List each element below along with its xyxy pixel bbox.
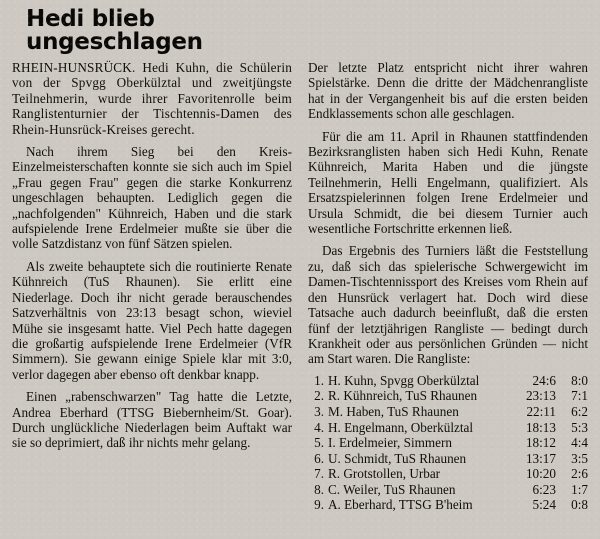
rank-position: 1. [314, 372, 324, 388]
rank-points: 6:2 [571, 403, 588, 419]
rank-position: 8. [314, 481, 324, 497]
rank-points: 1:7 [571, 481, 588, 497]
rank-sets: 5:24 [532, 497, 556, 513]
paragraph: Das Ergebnis des Turniers läßt die Feststellung zu, daß sich das spielerische Schwergewicht im Damen-Tischtennissport des Kreises vom Rhein auf den Hunsrück verlagert hat. Doch wird diese Tatsache auch dadurch beeinflußt, daß die ersten fünf der letztjährigen Rangliste — bedingt durch Krankheit oder aus persönlichen Gründen — nicht am Start waren. Die Rangliste: [308, 243, 588, 367]
rank-position: 4. [314, 419, 324, 435]
list-item [308, 435, 588, 451]
list-item [308, 420, 588, 436]
rank-sets: 22:11 [526, 403, 556, 419]
rank-sets: 24:6 [532, 372, 556, 388]
rank-name: A. Eberhard, TTSG B'heim [328, 497, 473, 513]
rank-position: 2. [314, 388, 324, 404]
rank-points: 3:5 [571, 450, 588, 466]
list-item [308, 404, 588, 420]
rank-position: 9. [314, 497, 324, 513]
rank-sets: 18:13 [525, 419, 556, 435]
rank-name: M. Haben, TuS Rhaunen [328, 403, 459, 419]
page-title: Hedi blieb ungeschlagen [26, 6, 203, 55]
rank-position: 7. [314, 466, 324, 482]
rank-sets: 18:12 [525, 435, 556, 451]
list-item [308, 482, 588, 498]
list-item [308, 466, 588, 482]
paragraph: Einen „rabenschwarzen" Tag hatte die Letzte, Andrea Eberhard (TTSG Biebernheim/St. Goar). Durch unglückliche Niederlagen beim Auftakt war sie so deprimiert, daß ihr nichts mehr gelang. [12, 389, 292, 451]
rank-points: 7:1 [571, 388, 588, 404]
right-column [308, 60, 588, 513]
rank-sets: 13:17 [525, 450, 556, 466]
rank-points: 8:0 [571, 372, 588, 388]
list-item [308, 388, 588, 404]
rank-position: 3. [314, 403, 324, 419]
rank-name: H. Engelmann, Oberkülztal [328, 419, 474, 435]
list-item [308, 497, 588, 513]
rank-points: 4:4 [571, 435, 588, 451]
rank-name: R. Grotstollen, Urbar [328, 466, 441, 482]
rank-points: 0:8 [571, 497, 588, 513]
rank-name: H. Kuhn, Spvgg Oberkülztal [328, 372, 480, 388]
paragraph: RHEIN-HUNSRÜCK. Hedi Kuhn, die Schülerin von der Spvgg Oberkülztal und zweitjüngste Teilnehmerin, wurde ihrer Favoritenrolle beim Ranglistenturnier der Tischtennis-Damen des Rhein-Hunsrück-Kreises gerecht. [12, 60, 292, 137]
rank-position: 6. [314, 450, 324, 466]
paragraph: Als zweite behauptete sich die routinierte Renate Kühnreich (TuS Rhaunen). Sie erlitt eine Niederlage. Doch ihr nicht gerade berauschendes Satzverhältnis von 23:13 besagt schon, wieviel Mühe sie insgesamt hatte. Viel Pech hatte dagegen die großartig aufspielende Irene Erdelmeier (VfR Simmern). Sie gewann einige Spiele klar mit 3:0, verlor dagegen aber ebenso oft denkbar knapp. [12, 258, 292, 382]
paragraph: Für die am 11. April in Rhaunen stattfindenden Bezirksranglisten haben sich Hedi Kuhn, Renate Kühnreich, Marita Haben und die jüngste Teilnehmerin, Helli Engelmann, qualifiziert. Als Ersatzspielerinnen folgen Irene Erdelmeier und Ursula Schmidt, die bei diesem Turnier auch wesentliche Fortschritte erkennen ließ. [308, 128, 588, 237]
ranking-list [308, 373, 588, 513]
list-item [308, 451, 588, 467]
rank-position: 5. [314, 435, 324, 451]
rank-name: U. Schmidt, TuS Rhaunen [328, 450, 467, 466]
rank-name: I. Erdelmeier, Simmern [328, 435, 452, 451]
left-column [12, 60, 292, 451]
paragraph: Der letzte Platz entspricht nicht ihrer wahren Spielstärke. Denn die dritte der Mädchenrangliste hat in der Vergangenheit bis auf die ersten beiden Endklassements schon alle geschlagen. [308, 60, 588, 122]
list-item [308, 373, 588, 389]
rank-points: 5:3 [571, 419, 588, 435]
rank-name: R. Kühnreich, TuS Rhaunen [328, 388, 478, 404]
paragraph: Nach ihrem Sieg bei den Kreis-Einzelmeisterschaften konnte sie sich auch im Spiel „Frau gegen Frau" gegen die starke Konkurrenz ungeschlagen behaupten. Lediglich gegen die „nachfolgenden" Kühnreich, Haben und die stark aufspielende Irene Erdelmeier mußte sie über die volle Satzdistanz von fünf Sätzen spielen. [12, 144, 292, 252]
rank-points: 2:6 [571, 466, 588, 482]
article-columns [12, 60, 590, 513]
rank-sets: 6:23 [532, 481, 556, 497]
rank-sets: 10:20 [525, 466, 556, 482]
rank-name: C. Weiler, TuS Rhaunen [328, 481, 456, 497]
rank-sets: 23:13 [525, 388, 556, 404]
